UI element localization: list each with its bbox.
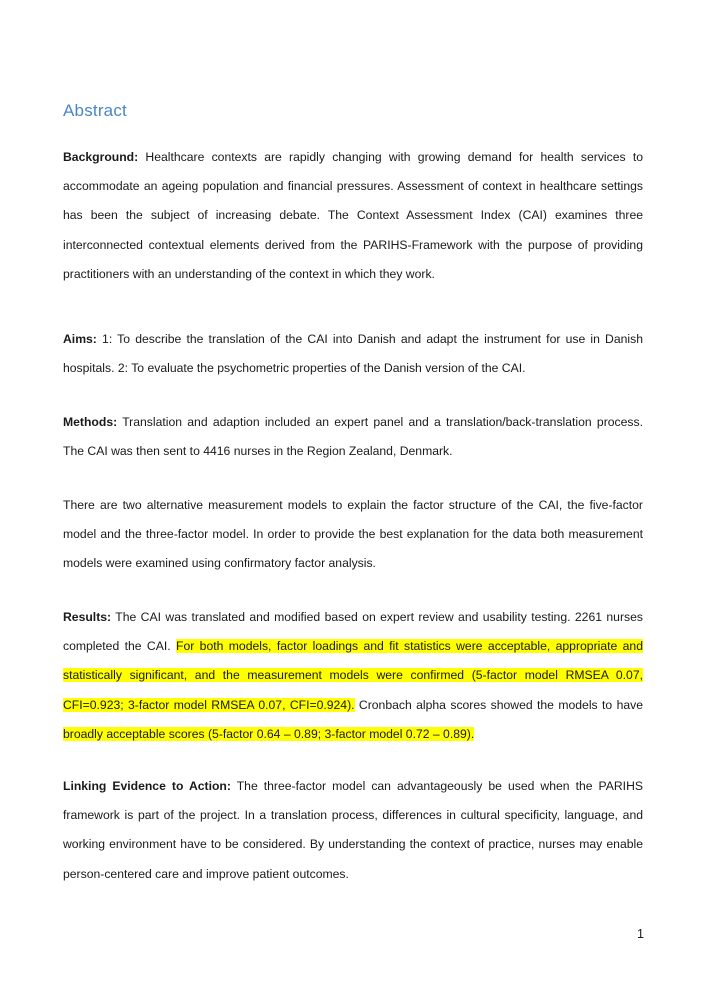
results-text-2: Cronbach alpha scores showed the models to have	[354, 697, 643, 712]
results-paragraph	[63, 603, 643, 749]
methods-label: Methods:	[63, 415, 118, 429]
background-paragraph	[63, 143, 643, 289]
results-label: Results:	[63, 610, 112, 624]
results-highlight-1: For both models, factor loadings and fit statistics were acceptable, appropriate and statistically significant, and the measurement models were confirmed (5-factor model RMSEA 0.07, CFI=0.923; 3-factor model RMSEA 0.07, CFI=0.924).	[63, 639, 643, 712]
models-paragraph	[63, 491, 643, 579]
background-label: Background:	[63, 150, 139, 164]
methods-text: Translation and adaption included an expert panel and a translation/back-translation process. The CAI was then sent to 4416 nurses in the Region Zealand, Denmark.	[63, 415, 643, 459]
abstract-heading: Abstract	[63, 101, 127, 120]
linking-paragraph	[63, 772, 643, 889]
linking-text: The three-factor model can advantageously be used when the PARIHS framework is part of the project. In a translation process, differences in cultural specificity, language, and working environment have to be considered. By understanding the context of practice, nurses may enable person-centered care and improve patient outcomes.	[63, 779, 643, 881]
linking-label: Linking Evidence to Action:	[63, 779, 231, 793]
results-highlight-2: broadly acceptable scores (5-factor 0.64 – 0.89; 3-factor model 0.72 – 0.89).	[63, 726, 475, 741]
background-text: Healthcare contexts are rapidly changing with growing demand for health services to accommodate an ageing population and financial pressures. Assessment of context in healthcare settings has been the subject of increasing debate. The Context Assessment Index (CAI) examines three interconnected contextual elements derived from the PARIHS-Framework with the purpose of providing practitioners with an understanding of the context in which they work.	[63, 150, 643, 281]
methods-paragraph	[63, 408, 643, 466]
page-number: 1	[637, 927, 644, 941]
aims-paragraph	[63, 325, 643, 383]
models-text: There are two alternative measurement models to explain the factor structure of the CAI, the five-factor model and the three-factor model. In order to provide the best explanation for the data both measurement models were examined using confirmatory factor analysis.	[63, 498, 643, 571]
aims-label: Aims:	[63, 332, 97, 346]
results-text-1: The CAI was translated and modified based on expert review and usability testing. 2261 nurses completed the CAI.	[63, 610, 643, 654]
aims-text: 1: To describe the translation of the CAI into Danish and adapt the instrument for use in Danish hospitals. 2: To evaluate the psychometric properties of the Danish version of the CAI.	[63, 332, 643, 376]
